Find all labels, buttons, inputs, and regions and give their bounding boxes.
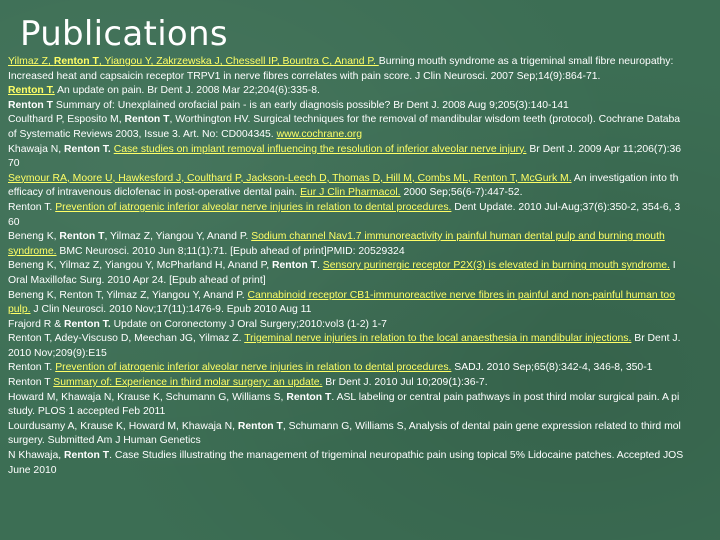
citation-text: N Khawaja, [8, 450, 65, 462]
citation-text: , Schumann G, Williams S, Analysis of dental pain gene expression related to third mol [282, 420, 681, 432]
citation-text: An update on pain. Br Dent J. 2008 Mar 22;204(6):335-8. [54, 85, 320, 97]
publication-line [8, 128, 720, 143]
publication-line [8, 434, 720, 449]
citation-text: An investigation into th [571, 172, 679, 184]
publication-line [8, 391, 720, 406]
publication-line [8, 361, 720, 376]
citation-link[interactable]: Sodium channel Nav1.7 immunoreactivity in painful human dental pulp and burning mouth [251, 231, 665, 243]
publication-line [8, 99, 720, 114]
publication-line [8, 259, 720, 274]
citation-text: SADJ. 2010 Sep;65(8):342-4, 346-8, 350-1 [451, 362, 653, 374]
citation-text: J Clin Neurosci. 2010 Nov;17(11):1476-9. Epub 2010 Aug 11 [30, 304, 312, 316]
publication-line [8, 332, 720, 347]
author-highlight: Renton T. [64, 318, 111, 330]
citation-link[interactable]: Yilmaz Z, [8, 56, 54, 67]
citation-link[interactable]: Trigeminal nerve injuries in relation to the local anaesthesia in mandibular injections. [244, 333, 632, 345]
citation-text: Khawaja N, [8, 143, 65, 155]
publication-line [8, 113, 720, 128]
citation-link[interactable]: pulp. [8, 304, 31, 316]
citation-text: of Systematic Reviews 2003, Issue 3. Art. No: CD004345. [8, 128, 277, 140]
publications-list [8, 55, 720, 478]
author-highlight: Renton T [286, 391, 332, 403]
citation-text: Update on Coronectomy J Oral Surgery;2010:vol3 (1-2) 1-7 [110, 318, 387, 330]
page-title: Publications [20, 14, 228, 54]
publication-line [8, 376, 720, 391]
citation-text: . ASL labeling or central pain pathways in post third molar surgical pain. A pi [331, 391, 680, 403]
citation-link[interactable]: , Yiangou Y, Zakrzewska J, Chessell IP, Bountra C, Anand P. [98, 56, 379, 67]
citation-text: Br Dent J. [631, 333, 681, 345]
citation-link[interactable]: www.cochrane.org [276, 128, 363, 140]
citation-link[interactable]: Summary of: Experience in third molar surgery: an update. [53, 377, 323, 389]
publication-line [8, 84, 720, 99]
author-highlight: Renton T [124, 114, 170, 126]
citation-link[interactable]: Sensory purinergic receptor P2X(3) is elevated in burning mouth syndrome. [322, 260, 670, 272]
citation-text: Renton T [8, 377, 54, 389]
publication-line [8, 274, 720, 289]
publication-line [8, 449, 720, 464]
author-highlight: Renton T [271, 260, 318, 272]
citation-text: . [317, 260, 323, 272]
citation-text: Burning mouth syndrome as a trigeminal small fibre neuropathy: [378, 56, 674, 67]
citation-link[interactable]: Prevention of iatrogenic inferior alveolar nerve injuries in relation to dental procedures. [55, 362, 452, 374]
citation-link[interactable]: Prevention of iatrogenic inferior alveolar nerve injuries in relation to dental procedures. [55, 201, 452, 213]
citation-link[interactable]: syndrome. [8, 245, 57, 257]
citation-text: Frajord R & [8, 318, 65, 330]
publication-line [8, 186, 720, 201]
citation-text: efficacy of intravenous diclofenac in post-operative dental pain. [8, 187, 301, 199]
citation-text: Coulthard P, Esposito M, [8, 114, 125, 126]
citation-text: BMC Neurosci. 2010 Jun 8;11(1):71. [Epub ahead of print]PMID: 20529324 [56, 245, 405, 257]
citation-text: I [669, 260, 676, 272]
citation-link[interactable]: Case studies on implant removal influencing the resolution of inferior alveolar nerve injury. [113, 143, 527, 155]
citation-text: Renton T. [8, 362, 56, 374]
citation-text: 2010 Nov;209(9):E15 [8, 347, 107, 359]
citation-text: Oral Maxillofac Surg. 2010 Apr 24. [Epub ahead of print] [8, 274, 266, 286]
citation-text: Summary of: Unexplained orofacial pain - is an early diagnosis possible? Br Dent J. 2008 Aug 9;205(3):140-141 [53, 99, 569, 111]
citation-text: Br Dent J. 2010 Jul 10;209(1):36-7. [322, 377, 488, 389]
citation-text: June 2010 [8, 464, 57, 476]
citation-text: surgery. Submitted Am J Human Genetics [8, 435, 201, 447]
publication-line [8, 201, 720, 216]
citation-link[interactable]: Eur J Clin Pharmacol. [300, 187, 401, 199]
citation-text: Beneng K, Yilmaz Z, Yiangou Y, McPharland H, Anand P, [8, 260, 272, 272]
citation-text: Beneng K, Renton T, Yilmaz Z, Yiangou Y, Anand P. [8, 289, 248, 301]
publication-line [8, 289, 720, 304]
author-highlight: Renton T [237, 420, 283, 432]
citation-text: , Yilmaz Z, Yiangou Y, Anand P. [104, 231, 252, 243]
author-highlight: Renton T [59, 231, 105, 243]
citation-link[interactable]: Renton T [53, 56, 99, 67]
author-highlight: Renton T [64, 450, 110, 462]
citation-text: Howard M, Khawaja N, Krause K, Schumann G, Williams S, [8, 391, 287, 403]
author-highlight: Renton T [8, 99, 54, 111]
publication-line [8, 464, 720, 479]
citation-link[interactable]: Cannabinoid receptor CB1-immunoreactive nerve fibres in painful and non-painful human too [247, 289, 675, 301]
publication-line [8, 347, 720, 362]
publication-line [8, 318, 720, 333]
citation-text: , Worthington HV. Surgical techniques for the removal of mandibular wisdom teeth (protocol). Cochrane Databa [169, 114, 681, 126]
citation-text: Renton T, Adey-Viscuso D, Meechan JG, Yilmaz Z. [8, 333, 245, 345]
citation-text: 70 [8, 158, 20, 170]
publication-line [8, 70, 720, 85]
publication-line [8, 303, 720, 318]
citation-link[interactable]: Seymour RA, Moore U, Hawkesford J, Coulthard P, Jackson-Leech D, Thomas D, Hill M, Combs ML, Renton T, McGurk M. [8, 172, 572, 184]
publication-line [8, 157, 720, 172]
publication-line [8, 230, 720, 245]
citation-link[interactable]: Renton T. [8, 85, 55, 97]
citation-text: 2000 Sep;56(6-7):447-52. [400, 187, 523, 199]
publication-line [8, 245, 720, 260]
citation-text: Lourdusamy A, Krause K, Howard M, Khawaja N, [8, 420, 238, 432]
publication-line [8, 405, 720, 420]
citation-text: . Case Studies illustrating the management of trigeminal neuropathic pain using topical 5% Lidocaine patches. Accepted JOS [109, 450, 684, 462]
publication-line [8, 172, 720, 187]
publication-line [8, 55, 720, 70]
author-highlight: Renton T. [64, 143, 111, 155]
citation-text: Beneng K, [8, 231, 60, 243]
citation-text: Increased heat and capsaicin receptor TRPV1 in nerve fibres correlates with pain score. J Clin Neurosci. 2007 Sep;14(9):864-71. [8, 70, 601, 82]
publication-line [8, 143, 720, 158]
citation-text: Dent Update. 2010 Jul-Aug;37(6):350-2, 354-6, 3 [451, 201, 681, 213]
citation-text: Br Dent J. 2009 Apr 11;206(7):36 [526, 143, 682, 155]
citation-text: 60 [8, 216, 20, 228]
publication-line [8, 216, 720, 231]
citation-text: study. PLOS 1 accepted Feb 2011 [8, 406, 166, 418]
publication-line [8, 420, 720, 435]
citation-text: Renton T. [8, 201, 56, 213]
